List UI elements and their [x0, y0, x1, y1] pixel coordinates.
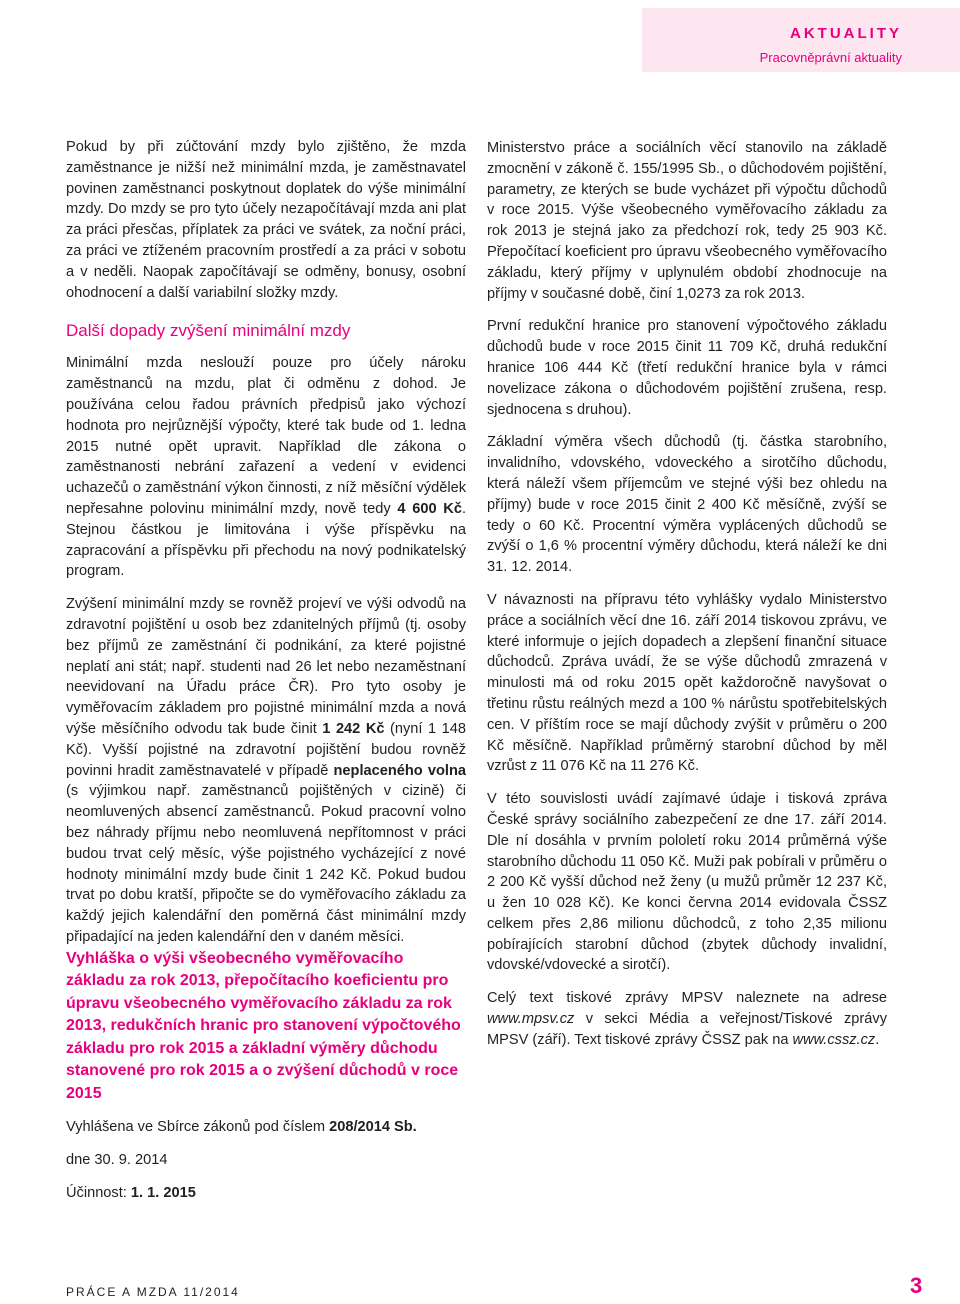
paragraph-minimum-wage-topup: Pokud by při zúčtování mzdy bylo zjištěno, že mzda zaměstnance je nižší než minimální mzda, je zaměstnavatel povinen zaměstnanci poskytnout doplatek do výše minimální mzdy. Do mzdy se pro tyto účely nezapočítávají mzda ani plat za práci přesčas, příplatek za práci ve svátek, za noční práci, za práci ve ztíženém pracovním prostředí a za práci v sobotu a v neděli. Naopak započítávají se odměny, bonusy, osobní ohodnocení a další variabilní složky mzdy.: [66, 139, 466, 301]
section-title: AKTUALITY: [790, 25, 902, 42]
paragraph-cssz-data: V této souvislosti uvádí zajímavé údaje i tisková zpráva České správy sociálního zabezpečení ze dne 17. září 2014. Dle ní dosáhla v prvním pololetí roku 2014 průměrná výše starobního důchodu 11 050 Kč. Muži pak pobírali v průměru o 2 200 Kč vyšší důchod než ženy (u mužů průměr 12 237 Kč, u žen 10 028 Kč). Ke konci června 2014 evidovala ČSSZ celkem přes 2,86 milionu důchodců, z toho 2,35 milionu pobírajících starobní důchod (zbytek důchody invalidní, vdovské/vdovecké a sirotčí).: [487, 791, 887, 974]
paragraph-links: Celý text tiskové zprávy MPSV naleznete na adrese www.mpsv.cz v sekci Média a veřejnost/Tiskové zprávy MPSV (září). Text tiskové zprávy ČSSZ pak na www.cssz.cz.: [487, 990, 887, 1048]
left-column: [66, 137, 466, 1216]
paragraph-press-release: V návaznosti na přípravu této vyhlášky vydalo Ministerstvo práce a sociálních věcí dne 16. září 2014 tiskovou zprávu, ve které informuje o jejích dopadech a zlepšení finanční situace důchodců. Zpráva uvádí, že se výše důchodů zmrazená v minulosti má od roku 2015 opět každoročně navyšovat o třetinu růstu reálných mezd a 100 % nárůstu spotřebitelských cen. V příštím roce se mají důchody zvýšit v průměru o 200 Kč měsíčně. Například průměrný starobní důchod by měl vzrůst z 11 076 Kč na 11 276 Kč.: [487, 591, 887, 775]
link-mpsv[interactable]: www.mpsv.cz: [487, 1011, 575, 1028]
paragraph-reduction-limits: První redukční hranice pro stanovení výpočtového základu důchodů bude v roce 2015 činit 11 709 Kč, druhá redukční hranice 106 444 Kč (třetí redukční hranice byla v rámci novelizace zákona o důchodovém pojištění zrušena, resp. sjednocena s druhou).: [487, 318, 887, 418]
paragraph-basic-amount: Základní výměra všech důchodů (tj. částka starobního, invalidního, vdovského, vdoveckého a sirotčího důchodu, která náleží všem příjemcům ve stejné výši bez ohledu na příjmy) bude v roce 2015 činit 2 400 Kč měsíčně, zvýší se tedy o 60 Kč. Procentní výměra vyplácených důchodů se zvýší o 1,6 % procentní výměry důchodu, která náleží ke dni 31. 12. 2014.: [487, 434, 887, 576]
footer-magazine: PRÁCE A MZDA 11/2014: [66, 1285, 240, 1299]
right-column: [487, 138, 887, 1063]
paragraph-mpsv-parameters: Ministerstvo práce a sociálních věcí stanovilo na základě zmocnění v zákoně č. 155/1995 Sb., o důchodovém pojištění, parametry, ze kterých se bude vycházet při výpočtu důchodů v roce 2015. Výše všeobecného vyměřovacího základu za rok 2013 je stejná jako za předchozí rok, tedy 25 903 Kč. Přepočítací koeficient pro úpravu všeobecného vyměřovacího základu, který příjmy v uplynulém období zhodnocuje na příjmy v současné době, činí 1,0273 za rok 2013.: [487, 140, 887, 302]
paragraph-health-insurance: Zvýšení minimální mzdy se rovněž projeví ve výši odvodů na zdravotní pojištění u osob bez zdanitelných příjmů (tj. osoby bez příjmů ze zaměstnání či podnikání, za které pojistné neplatí ani stát; např. studenti nad 26 let nebo nezaměstnaní neevidovaní na Úřadu práce ČR). Pro tyto osoby je vyměřovacím základem pro pojistné minimální mzda a nová výše měsíčního odvodu tak bude činit 1 242 Kč (nyní 1 148 Kč). Vyšší pojistné na zdravotní pojištění budou rovněž povinni hradit zaměstnavatelé v případě neplaceného volna (s výjimkou např. zaměstnanců pojištěných v cizině) či neomluvených absencí zaměstnanců. Pokud pracovní volno bez náhrady příjmu nebo neomluvená nepřítomnost v práci budou trvat celý měsíc, výše pojistného vycházející z nové hodnoty minimální mzdy bude činit 1 242 Kč. Pokud budou trvat po dobu kratší, připočte se do vyměřovacího základu za každý jejich kalendářní den poměrná část minimální mzdy připadající na jeden kalendářní den v daném měsíci.: [66, 596, 466, 945]
decree-effective: Účinnost: 1. 1. 2015: [66, 1184, 196, 1201]
page-number: 3: [910, 1273, 923, 1298]
section-heading: Další dopady zvýšení minimální mzdy: [66, 321, 351, 341]
section-subtitle: Pracovněprávní aktuality: [759, 50, 902, 65]
decree-published: Vyhlášena ve Sbírce zákonů pod číslem 208/2014 Sb.: [66, 1119, 417, 1136]
decree-date: dne 30. 9. 2014: [66, 1151, 168, 1168]
link-cssz[interactable]: www.cssz.cz: [792, 1031, 876, 1048]
paragraph-further-impacts: Minimální mzda neslouží pouze pro účely nároku zaměstnanců na mzdu, plat či odměnu z dohod. Je používána celou řadou právních předpisů jako výchozí hodnota pro nejrůznější výpočty, které tak bude od 1. ledna 2015 nutné opět upravit. Například dle zákona o zaměstnanosti nebrání zařazení a vedení v evidenci uchazečů o zaměstnání výkon činnosti, z níž měsíční výdělek nepřesahne polovinu minimální mzdy, nově tedy 4 600 Kč. Stejnou částkou je limitována i výše příspěvku na zapracování a příspěvku při přechodu na nový podnikatelský program.: [66, 355, 467, 580]
decree-title: Vyhláška o výši všeobecného vyměřovacího základu za rok 2013, přepočítacího koeficientu pro úpravu všeobecného vyměřovacího základu za rok 2013, redukčních hranic pro stanovení výpočtového základu pro rok 2015 a základní výměry důchodu stanovené pro rok 2015 a o zvýšení důchodů v roce 2015: [66, 949, 461, 1102]
